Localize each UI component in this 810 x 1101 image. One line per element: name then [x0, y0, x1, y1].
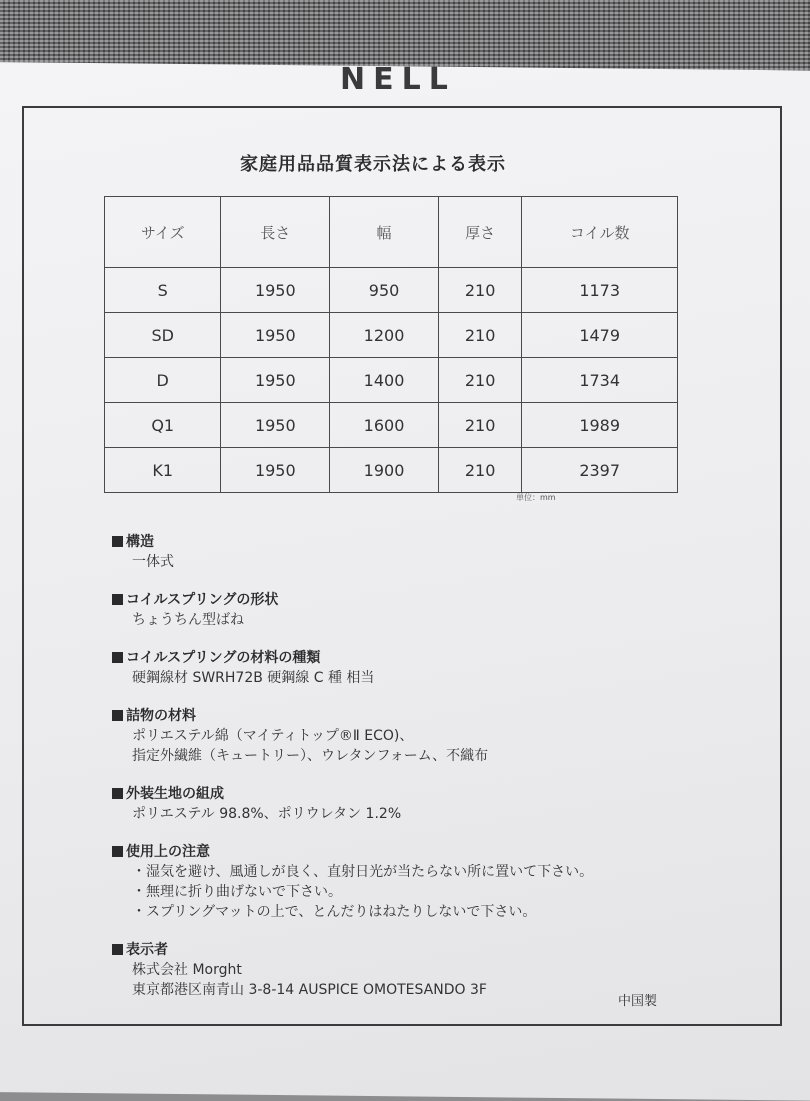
cell: 1734 [522, 358, 678, 403]
section-heading: 表示者 [126, 942, 168, 958]
cell: D [105, 358, 221, 403]
square-bullet-icon [112, 652, 123, 663]
header-size: サイズ [105, 197, 221, 268]
section-coil-shape [112, 590, 712, 630]
cell: 1989 [522, 403, 678, 448]
cell: 210 [438, 358, 521, 403]
section-line: 一体式 [132, 554, 174, 570]
section-coil-material [112, 648, 712, 688]
cell: 1479 [522, 313, 678, 358]
section-line: ・無理に折り曲げないで下さい。 [132, 884, 342, 900]
cell: 210 [438, 448, 521, 493]
cell: 1400 [330, 358, 439, 403]
cell: 1950 [221, 403, 330, 448]
section-structure [112, 532, 712, 572]
square-bullet-icon [112, 710, 123, 721]
label-title: 家庭用品品質表示法による表示 [240, 154, 506, 175]
cell: 1950 [221, 358, 330, 403]
cell: 1950 [221, 268, 330, 313]
size-table [104, 196, 678, 493]
section-heading: コイルスプリングの材料の種類 [126, 650, 321, 666]
header-coils: コイル数 [522, 197, 678, 268]
table-row [105, 358, 678, 403]
cell: 1200 [330, 313, 439, 358]
table-row [105, 313, 678, 358]
section-heading: 使用上の注意 [126, 844, 210, 860]
section-line: ポリエステル綿（マイティトップ®Ⅱ ECO)、 [132, 728, 414, 744]
section-line: ・湿気を避け、風通しが良く、直射日光が当たらない所に置いて下さい。 [132, 864, 594, 880]
brand-logo: NELL [340, 62, 456, 97]
cell: K1 [105, 448, 221, 493]
cell: 1900 [330, 448, 439, 493]
section-cover [112, 784, 712, 824]
section-line: ・スプリングマットの上で、とんだりはねたりしないで下さい。 [132, 904, 537, 920]
section-filling [112, 706, 712, 766]
cell: 950 [330, 268, 439, 313]
cell: 2397 [522, 448, 678, 493]
section-heading: コイルスプリングの形状 [126, 592, 279, 608]
table-header-row [105, 197, 678, 268]
section-line: 指定外繊維（キュートリー）、ウレタンフォーム、不織布 [132, 748, 489, 764]
section-heading: 詰物の材料 [126, 708, 196, 724]
cell: 1173 [522, 268, 678, 313]
cell: Q1 [105, 403, 221, 448]
unit-note: 単位：mm [516, 493, 556, 502]
square-bullet-icon [112, 594, 123, 605]
cell: 210 [438, 403, 521, 448]
country-of-origin: 中国製 [618, 994, 658, 1009]
cell: 1600 [330, 403, 439, 448]
header-thickness: 厚さ [438, 197, 521, 268]
section-heading: 構造 [126, 534, 154, 550]
square-bullet-icon [112, 536, 123, 547]
section-line: 東京都港区南青山 3-8-14 AUSPICE OMOTESANDO 3F [132, 982, 487, 998]
section-heading: 外装生地の組成 [126, 786, 224, 802]
cell: 1950 [221, 313, 330, 358]
table-row [105, 448, 678, 493]
section-line: 株式会社 Morght [132, 962, 242, 978]
table-row [105, 268, 678, 313]
section-cautions [112, 842, 712, 922]
cell: 210 [438, 268, 521, 313]
table-row [105, 403, 678, 448]
cell: SD [105, 313, 221, 358]
square-bullet-icon [112, 788, 123, 799]
section-line: ポリエステル 98.8%、ポリウレタン 1.2% [132, 806, 402, 822]
header-width: 幅 [330, 197, 439, 268]
section-line: ちょうちん型ばね [132, 612, 244, 628]
spec-sections [112, 532, 712, 1018]
section-line: 硬鋼線材 SWRH72B 硬鋼線 C 種 相当 [132, 670, 375, 686]
header-length: 長さ [221, 197, 330, 268]
square-bullet-icon [112, 846, 123, 857]
cell: 1950 [221, 448, 330, 493]
square-bullet-icon [112, 944, 123, 955]
cell: S [105, 268, 221, 313]
cell: 210 [438, 313, 521, 358]
